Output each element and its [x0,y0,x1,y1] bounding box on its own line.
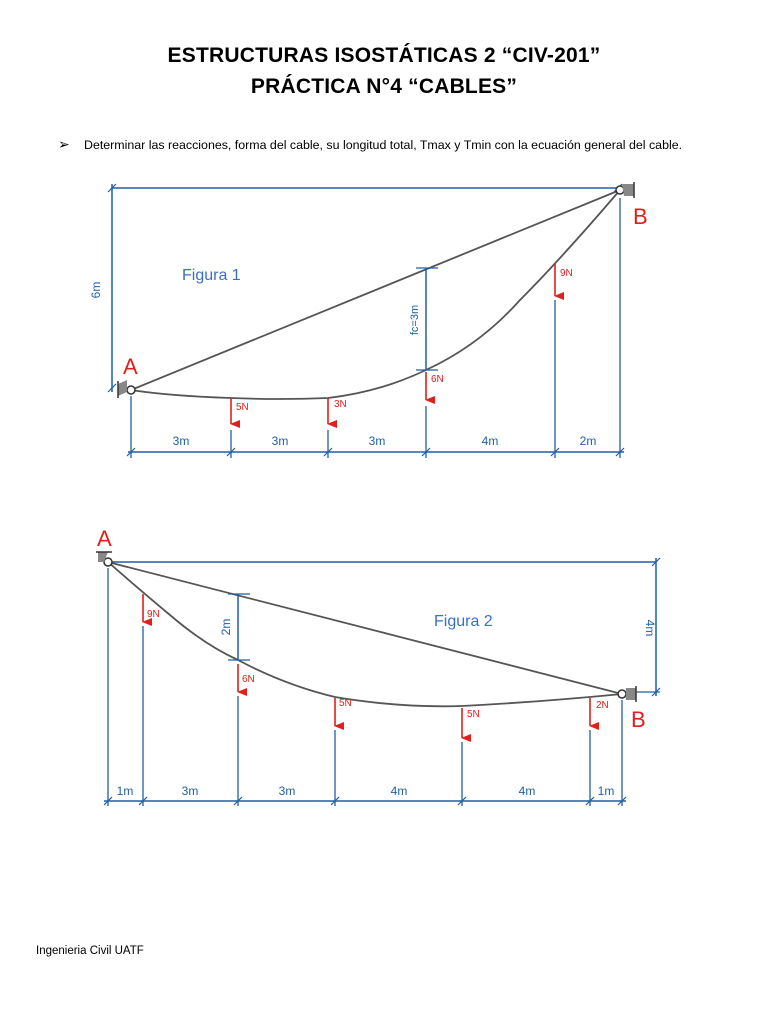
fig1-support-a [118,380,135,398]
instruction-text: Determinar las reacciones, forma del cable, su longitud total, Tmax y Tmin con la ecuación general del cable. [84,138,683,152]
fig2-span-4: 4m [390,784,408,798]
fig2-load-6n: 6N [242,674,255,685]
fig1-load-9n: 9N [560,268,573,279]
fig2-span-3: 3m [278,784,296,798]
fig2-label-a: A [97,526,112,551]
fig2-support-a [96,552,112,566]
figure-1-diagram [0,170,768,470]
fig1-span-1: 3m [172,434,190,448]
fig2-support-b [618,686,636,702]
fig1-load-3n: 3N [334,399,347,410]
fig1-load-5n: 5N [236,402,249,413]
fig1-label-b: B [633,204,648,229]
fig2-cable [108,562,622,706]
fig1-title: Figura 1 [182,267,241,284]
fig1-label-a: A [123,354,138,379]
fig2-label-b: B [631,707,646,732]
fig2-load-5n-a: 5N [339,698,352,709]
fig1-load-6n: 6N [431,374,444,385]
fig1-fc-label: fc=3m [409,304,421,336]
fig1-height-label: 6m [89,281,103,299]
fig1-cable [131,190,620,399]
footer-text: Ingenieria Civil UATF [36,945,144,957]
document-title-line2: PRÁCTICA N°4 “CABLES” [250,75,518,98]
instruction [58,136,682,153]
fig2-span-5: 4m [518,784,536,798]
fig1-span-5: 2m [579,434,597,448]
fig1-span-4: 4m [481,434,499,448]
fig2-title: Figura 2 [434,613,493,630]
fig2-load-5n-b: 5N [467,709,480,720]
fig2-span-6: 1m [597,784,615,798]
arrow-bullet-icon: ➢ [58,136,70,152]
fig2-load-9n: 9N [147,609,160,620]
fig1-support-b [616,182,634,198]
fig1-span-2: 3m [271,434,289,448]
figure-2-diagram [0,520,768,820]
fig2-load-2n: 2N [596,700,609,711]
fig2-sag-label: 2m [219,618,233,636]
fig2-span-2: 3m [181,784,199,798]
document-title-line1: ESTRUCTURAS ISOSTÁTICAS 2 “CIV-201” [167,44,601,67]
fig1-chord-line [131,190,620,390]
fig2-span-1: 1m [116,784,134,798]
fig1-span-3: 3m [368,434,386,448]
fig2-height-label: 4m [643,619,657,637]
